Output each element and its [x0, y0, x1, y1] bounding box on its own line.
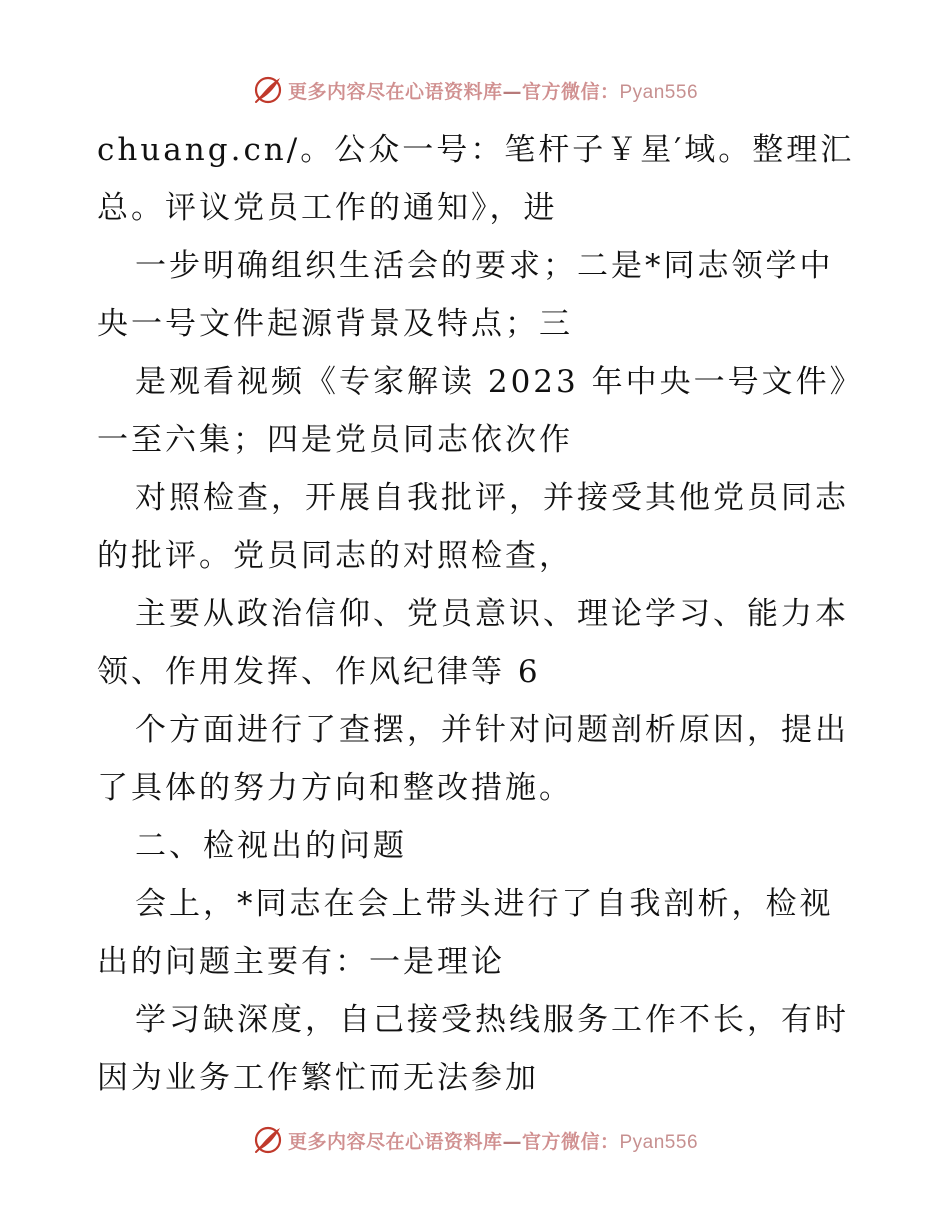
document-line: 学习缺深度，自己接受热线服务工作不长，有时 — [135, 1002, 849, 1038]
document-line: 会上，*同志在会上带头进行了自我剖析，检视 — [135, 886, 834, 922]
watermark-banner-top — [0, 70, 950, 110]
watermark-wechat-label: 官方微信： — [521, 1130, 620, 1153]
document-line: 一至六集；四是党员同志依次作 — [97, 422, 573, 458]
document-line: 了具体的努力方向和整改措施。 — [97, 770, 573, 806]
document-line: 主要从政治信仰、党员意识、理论学习、能力本 — [135, 596, 849, 632]
watermark-wechat-id: Pyan556 — [619, 1131, 699, 1153]
watermark-wechat-id: Pyan556 — [619, 81, 699, 103]
document-line: 一步明确组织生活会的要求；二是*同志领学中 — [135, 248, 834, 284]
feather-pen-logo-icon — [252, 1124, 284, 1156]
document-line: 二、检视出的问题 — [135, 828, 407, 864]
document-line: 因为业务工作繁忙而无法参加 — [97, 1060, 539, 1096]
document-line: 领、作用发挥、作风纪律等 6 — [97, 654, 541, 690]
watermark-text — [288, 1127, 698, 1154]
document-line: 对照检查，开展自我批评，并接受其他党员同志 — [135, 480, 849, 516]
document-line: 出的问题主要有：一是理论 — [97, 944, 505, 980]
feather-pen-logo-icon — [252, 74, 284, 106]
watermark-text — [288, 77, 698, 104]
document-line: 是观看视频《专家解读 2023 年中央一号文件》 — [135, 364, 864, 400]
watermark-separator: — — [502, 80, 522, 103]
document-body — [97, 121, 864, 1107]
document-line: 央一号文件起源背景及特点；三 — [97, 306, 573, 342]
watermark-wechat-label: 官方微信： — [521, 80, 620, 103]
document-line: 个方面进行了查摆，并针对问题剖析原因，提出 — [135, 712, 849, 748]
document-line: 的批评。党员同志的对照检查， — [97, 538, 573, 574]
watermark-site-text: 更多内容尽在心语资料库 — [287, 80, 503, 103]
document-line: chuang.cn/。公众一号：笔杆子￥星′域。整理汇 — [97, 132, 855, 168]
watermark-separator: — — [502, 1130, 522, 1153]
document-line: 总。评议党员工作的通知》，进 — [97, 190, 558, 226]
watermark-site-text: 更多内容尽在心语资料库 — [287, 1130, 503, 1153]
watermark-banner-bottom — [0, 1120, 950, 1160]
